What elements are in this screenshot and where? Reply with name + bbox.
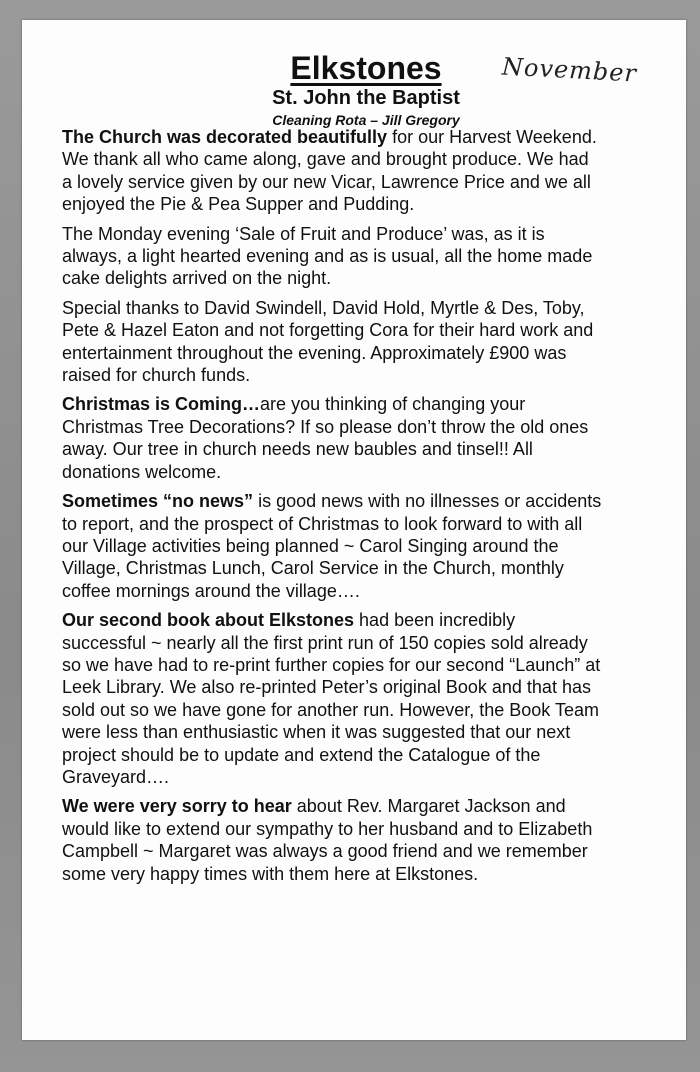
newsletter-header (44, 50, 664, 128)
paragraph-text: are you thinking of changing your Christmas Tree Decorations? If so please don’t throw the old ones away. Our tree in church needs new baubles and tinsel!! All donations welcome. (62, 394, 589, 482)
paragraph-lead: The Church was decorated beautifully (62, 127, 388, 147)
paragraph-christmas (62, 393, 602, 483)
paragraph-lead: We were very sorry to hear (62, 796, 292, 817)
paragraph-lead: Sometimes “no news” (62, 491, 254, 512)
paragraph-lead: Our second book about Elkstones (62, 610, 355, 631)
paragraph-text: The Monday evening ‘Sale of Fruit and Produce’ was, as it is always, a light hearted evening and as is usual, all the home made cake delights arrived on the night. (62, 223, 593, 289)
paragraph-text: is good news with no illnesses or accidents to report, and the prospect of Christmas to look forward to with all our Village activities being planned ~ Carol Singing around the Village, Christmas Lunch, Carol Service in the Church, monthly coffee mornings around the village…. (62, 491, 602, 601)
paragraph-text: had been incredibly successful ~ nearly all the first print run of 150 copies sold already so we have had to re-print further copies for our second “Launch” at Leek Library. We also re-printed Peter’s original Book and that has sold out so we have gone for another run. However, the Book Team were less than enthusiastic when it was suggested that our next project should be to update and extend the Catalogue of the Graveyard…. (62, 610, 601, 787)
newsletter-body (62, 126, 602, 892)
cleaning-rota: Cleaning Rota – Jill Gregory (272, 112, 460, 128)
church-name: St. John the Baptist (272, 87, 460, 109)
paragraph-book (62, 609, 602, 788)
paragraph-sympathy (62, 795, 602, 885)
handwritten-note: November (501, 52, 638, 88)
paragraph-harvest (62, 126, 602, 216)
paragraph-thanks (62, 297, 602, 387)
paragraph-text: Special thanks to David Swindell, David Hold, Myrtle & Des, Toby, Pete & Hazel Eaton and not forgetting Cora for their hard work and entertainment throughout the evening. Approximately £900 was raised for church funds. (62, 297, 594, 386)
paragraph-no-news (62, 490, 602, 602)
paragraph-lead: Christmas is Coming… (62, 394, 261, 415)
paragraph-text: for our Harvest Weekend. We thank all who came along, gave and brought produce. We had a lovely service given by our new Vicar, Lawrence Price and we all enjoyed the Pie & Pea Supper and Pudding. (62, 127, 597, 215)
page-title: Elkstones (290, 50, 442, 86)
paragraph-sale (62, 223, 602, 290)
paragraph-text: about Rev. Margaret Jackson and would like to extend our sympathy to her husband and to Elizabeth Campbell ~ Margaret was always a good friend and we remember some very happy times with them here at Elkstones. (62, 796, 593, 884)
